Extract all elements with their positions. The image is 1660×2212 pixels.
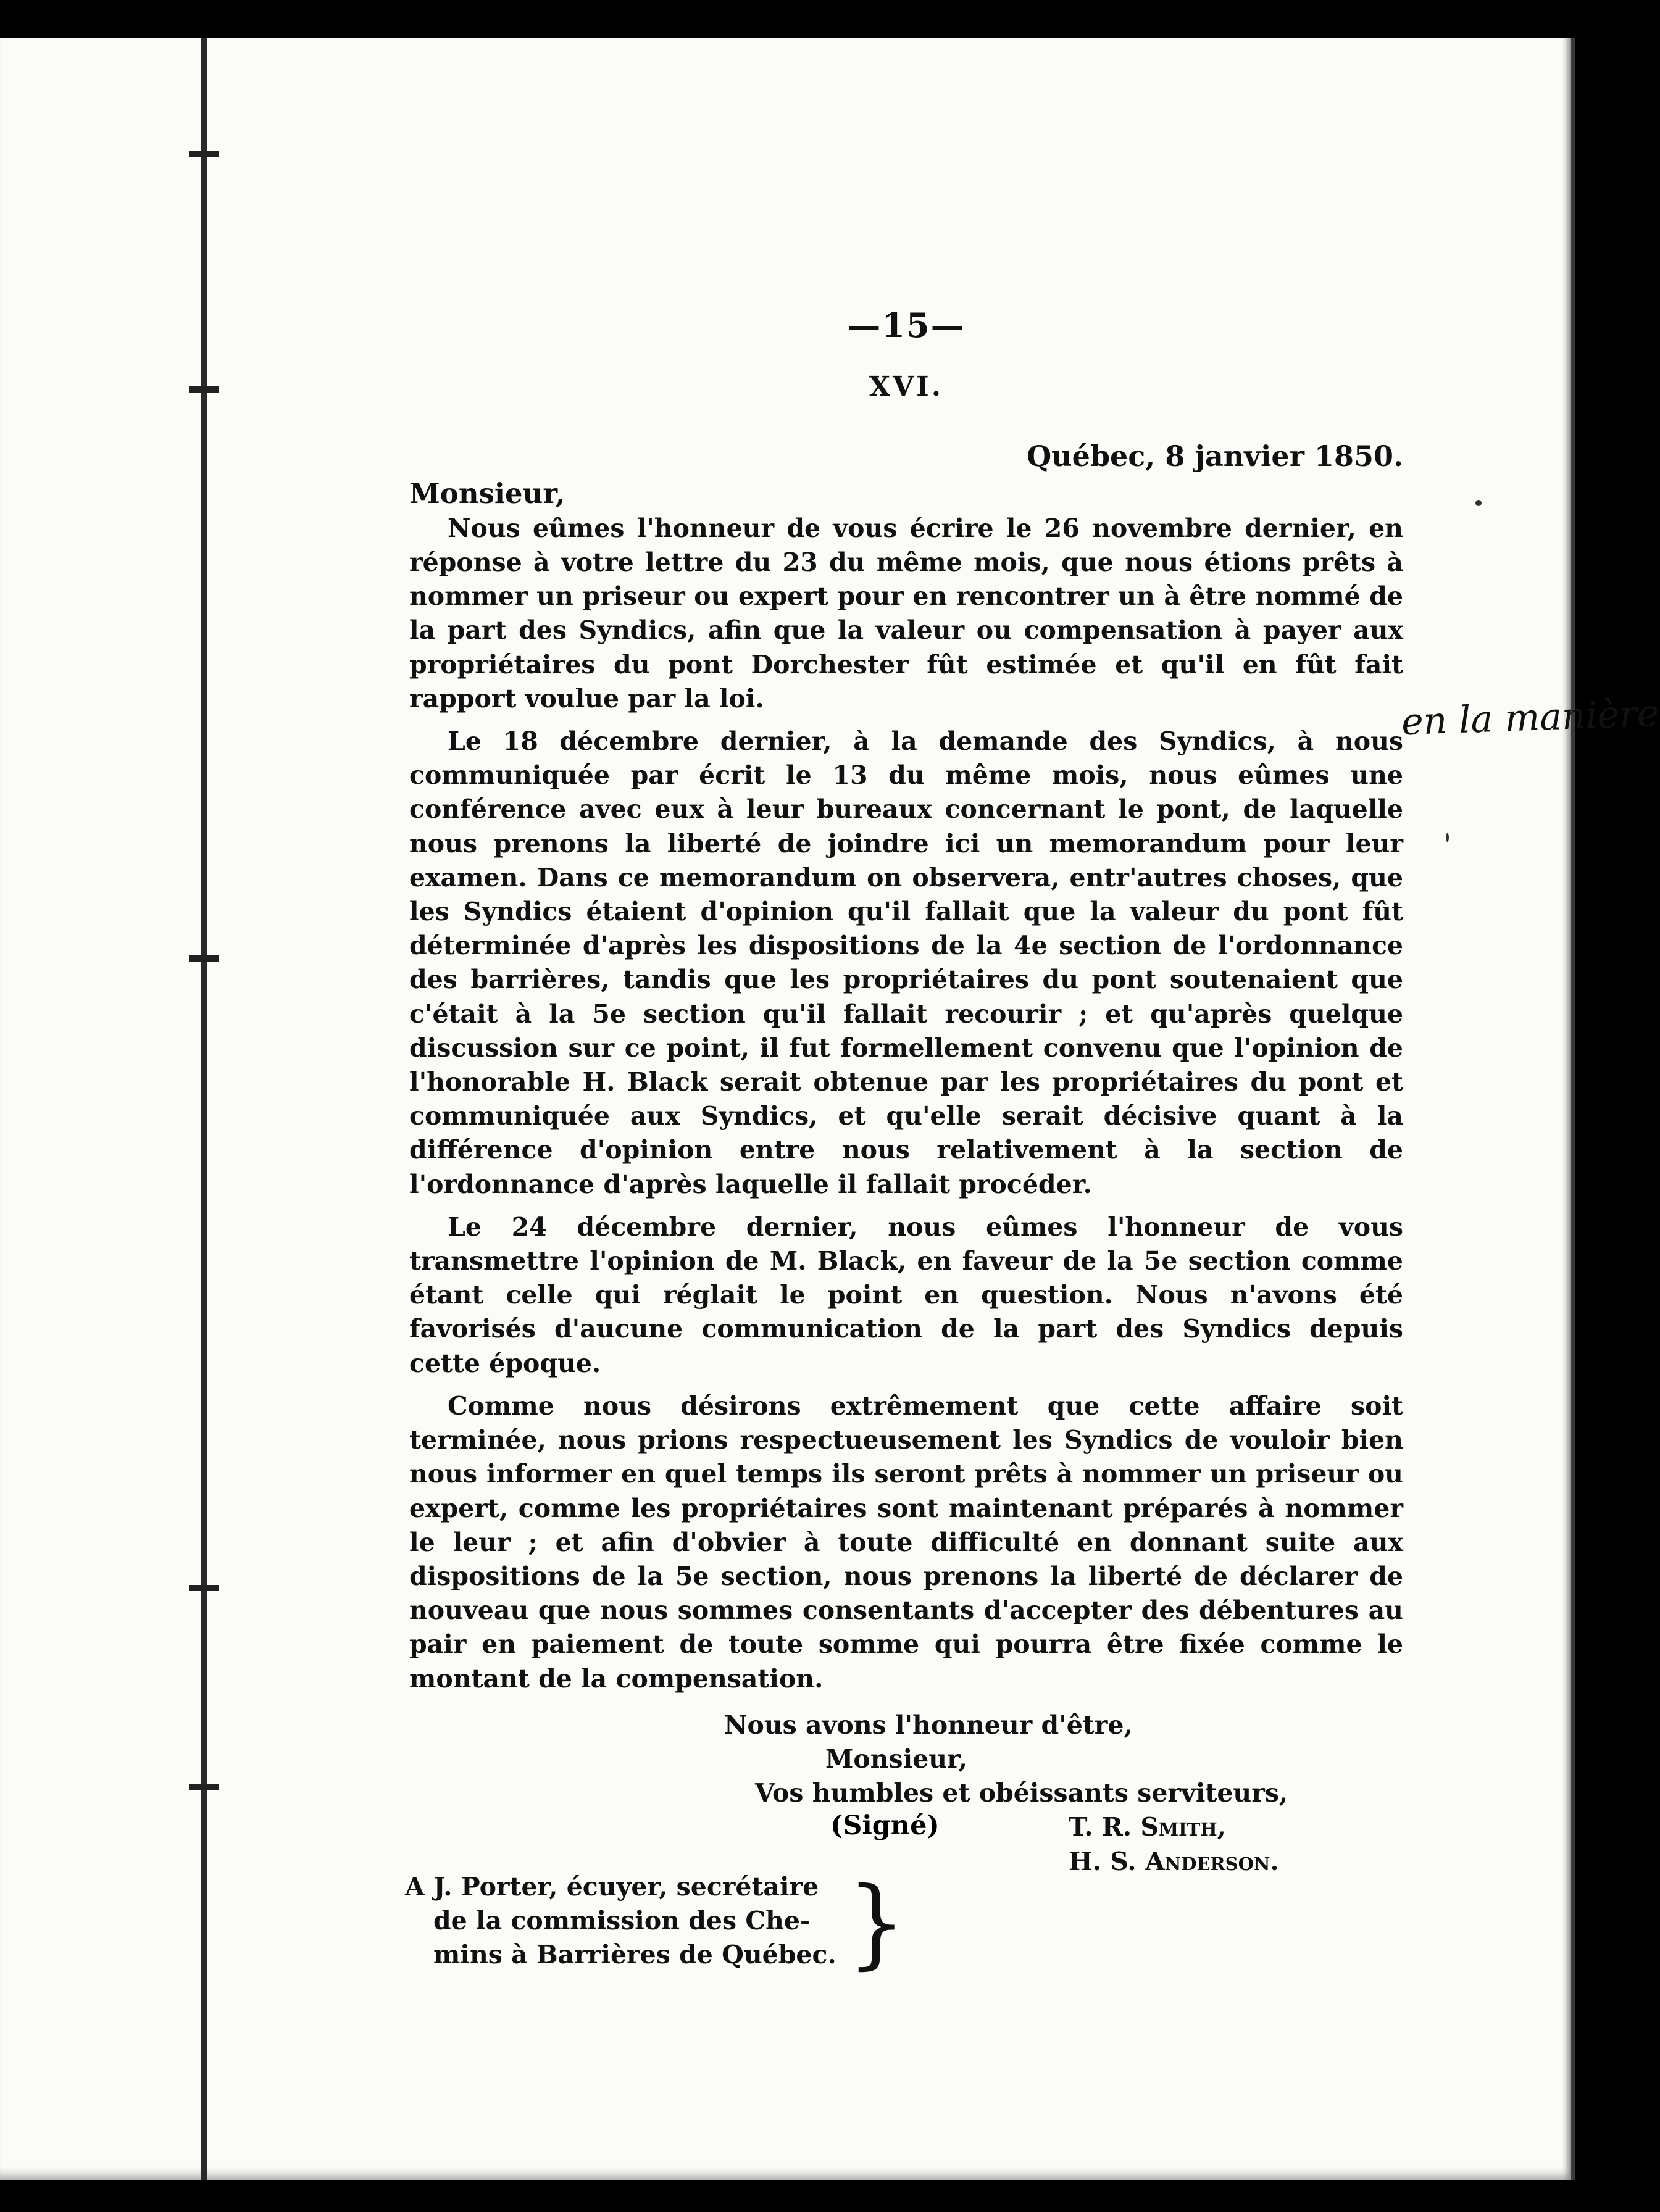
page-number: —15— [847,306,966,345]
addressee-line: A J. Porter, écuyer, secrétaire [405,1872,819,1902]
section-number: XVI. [869,371,944,403]
spine-mark [189,1784,219,1790]
spine-mark [189,955,219,962]
closing-block [409,1708,1403,1879]
spine-mark [189,151,219,157]
addressee-block [405,1870,849,1972]
signed-note: (Signé) [830,1810,940,1841]
closing-line: Nous avons l'honneur d'être, [724,1710,1133,1740]
date-line: Québec, 8 janvier 1850. [1027,439,1403,473]
signature: H. S. Anderson. [1069,1846,1279,1876]
paragraph: Le 18 décembre dernier, à la demande des Syndics, à nous communiquée par écrit le 13 du même mois, nous eûmes une conférence avec eux à leur bureaux concernant le pont, de laquelle nous prenons la liberté de joindre ici un memorandum pour leur examen. Dans ce memorandum on observera, entr'autres choses, que les Syndics étaient d'opinion qu'il fallait que la valeur du pont fût déterminée d'après les dispositions de la 4e section de l'ordonnance des barrières, tandis que les propriétaires du pont soutenaient que c'était à la 5e section qu'il fallait recourir ; et qu'après quelque discussion sur ce point, il fut formellement convenu que l'opinion de l'honorable H. Black serait obtenue par les propriétaires du pont et communiquée aux Syndics, et qu'elle serait décisive quant à la différence d'opinion entre nous relativement à la section de l'ordonnance d'après laquelle il fallait procéder. [409,726,1403,1199]
handwritten-margin-note: en la manière [1400,691,1660,744]
letter-body [409,306,1403,1879]
closing-line: Monsieur, [825,1744,967,1774]
closing-line: Vos humbles et obéissants serviteurs, [755,1778,1288,1808]
brace-icon: } [847,1866,906,1980]
salutation: Monsieur, [409,476,565,510]
spine-mark [189,386,219,393]
binding-spine [201,38,207,2180]
paragraph: Le 24 décembre dernier, nous eûmes l'honneur de vous transmettre l'opinion de M. Black, en faveur de la 5e section comme étant celle qui réglait le point en question. Nous n'avons été favorisés d'aucune communication de la part des Syndics depuis cette époque. [409,1212,1403,1378]
signature: T. R. Smith, [1069,1812,1226,1842]
ink-dot [1446,833,1449,842]
addressee-line: de la commission des Che- [433,1906,811,1936]
paragraph: Nous eûmes l'honneur de vous écrire le 26 novembre dernier, en réponse à votre lettre du 23 du même mois, que nous étions prêts à nommer un priseur ou expert pour en rencontrer un à être nommé de la part des Syndics, afin que la valeur ou compensation à payer aux propriétaires du pont Dorchester fût estimée et qu'il en fût fait rapport voulue par la loi. [409,513,1403,713]
spine-mark [189,1585,219,1591]
addressee-line: mins à Barrières de Québec. [433,1940,836,1969]
ink-dot [1475,500,1482,506]
paragraph: Comme nous désirons extrêmement que cette affaire soit terminée, nous prions respectueusement les Syndics de vouloir bien nous informer en quel temps ils seront prêts à nommer un priseur ou expert, comme les propriétaires sont maintenant préparés à nommer le leur ; et afin d'obvier à toute difficulté en donnant suite aux dispositions de la 5e section, nous prenons la liberté de déclarer de nouveau que nous sommes consentants d'accepter des débentures au pair en paiement de toute somme qui pourra être fixée comme le montant de la compensation. [409,1391,1403,1694]
